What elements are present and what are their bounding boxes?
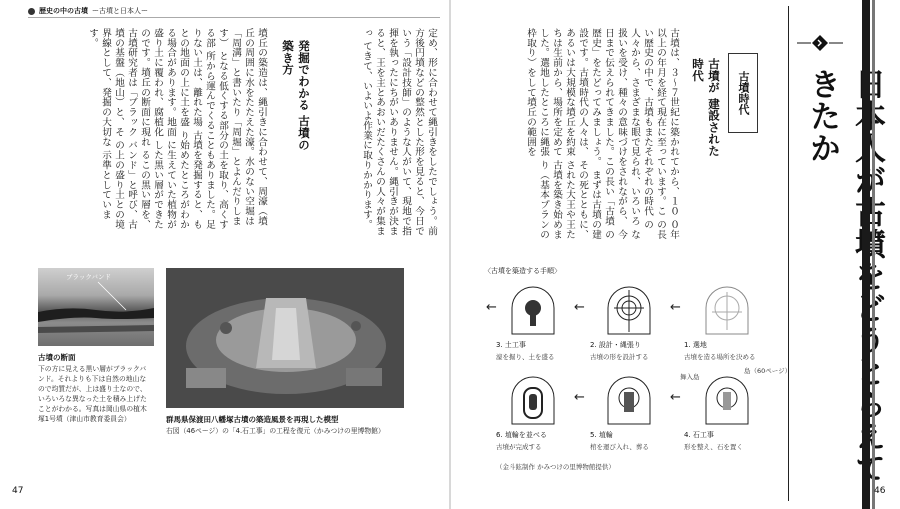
text-line: の人々から、さまざまな眼で見られ、いろいろ [629,28,653,230]
text-line: 古墳を築き始めました。選地したところに縄張 [538,28,562,240]
black-band-label: ブラックバンド [66,273,111,281]
step2-label: 2. 設計・縄張り [590,341,641,349]
caption-line: ンド。それよりも下は自然の地山な [38,375,147,383]
arrow-left-icon: ← [574,390,585,405]
text-line: 揮を執ったにちがいありません。縄引きが決ま [387,28,398,236]
header-rule [28,17,440,18]
text-line: に生えていた植物が盛り土に覆われ、腐植化 [152,28,176,230]
text-line: バンド」と呼び、古墳の基盤（地山）と、そ [113,28,137,230]
photo1-caption [38,364,158,424]
step6-label: 6. 埴輪を並べる [496,431,547,439]
photo2-caption-title: 群馬県保渡田八幡塚古墳の築造風景を再現した模型 [166,415,339,424]
left-text-top [352,28,438,238]
header-title: 歴史の中の古墳 [39,7,88,15]
text-line: り始めたところがわかる場合があります。地面 [165,28,189,230]
step2-figure [604,284,654,336]
text-line: な扱いを受け、種々の意味づけをされながら、 [616,28,640,240]
header-dot-icon [28,8,35,15]
heading-line: 古墳が [707,58,721,94]
chapter-title: きたか [804,68,840,164]
step5-figure [604,374,654,426]
heading-line: 発掘でわかる [297,40,311,111]
left-text-mid [32,28,268,238]
text-line: 方後円墳などの整然とした形を見ると、今日で [413,28,424,236]
text-line: その死とともに、あるいは大規模な墳丘を約束 [564,28,588,240]
text-line: 丘の周囲に水をたたえた濠。水のない空堀は [243,28,254,226]
step5-desc: 棺を運び入れ、葬る [590,443,649,451]
text-line: 「周溝」と書いたり「周堀」とよんだりします） [217,28,241,226]
text-line: ０年以上の年月を経て現在に至っています。こ [655,28,679,240]
right-page-number: 46 [874,486,886,496]
text-line: の上の盛り土との境界線として、発掘の大切な [100,28,124,230]
chevron-icon [797,34,843,52]
arrow-left-icon: ← [574,300,585,315]
text-line: した黒い層ができたのです。墳丘の断面に現れ [139,28,163,230]
section-heading-2 [276,40,312,160]
step3-label: 3. 土工事 [496,341,526,349]
cross-section-photo [38,268,154,346]
step3-figure [508,284,558,336]
text-line: 定め、形に合わせて縄引きをしたでしょう。前 [426,28,437,236]
caption-line: いろいろな異なった土を積み上げた [38,395,147,403]
text-line: 古墳は、３〜７世紀に築かれてから、１０ [668,28,679,217]
section-label-box: 古墳時代 [728,53,758,133]
diagram-title: 〈古墳を築造する手順〉 [484,267,561,275]
text-line: り（基本プランの枠取り）をして墳丘の範囲を [525,28,549,240]
text-line: 古墳を発掘すると、もとの地面の上に土を盛 [178,28,202,230]
step1-label: 1. 選地 [684,341,707,349]
diagram-credit: （金斗鉉制作 かみつけの里博物館提供） [496,463,615,471]
kofun-model-svg [166,268,404,408]
edge-bar [862,0,870,509]
running-header [28,6,148,16]
step1-figure [702,284,752,336]
arrow-left-icon: ← [670,390,681,405]
text-line: るこの黒い層を、古墳研究者は「ブラック [126,28,150,230]
step3-desc: 濠を掘り、土を盛る [496,353,555,361]
photo1-caption-title: 古墳の断面 [38,353,76,362]
heading-line: 古墳の築き方 [281,40,311,151]
text-line: 墳丘の築造は、縄引きに合わせて、周濠（墳 [256,28,267,226]
kofun-model-photo [166,268,404,408]
step4-label: 4. 石工事 [684,431,714,439]
text-line: まずは古墳の建設です。古墳時代の人々は、 [577,28,601,240]
text-line: の歴史」をたどってみましょう。 [590,28,614,240]
step1-desc: 古墳を造る場所を決める [684,353,756,361]
step2-desc: 古墳の形を設計する [590,353,649,361]
text-line: された大王や王たちは生前から、場所を定めて [551,28,575,240]
caption-line: 下の方に見える黒い層がブラックバ [38,365,147,373]
text-line: いう「設計技師」のような人がいて、現地で指 [400,28,411,236]
text-line: 所から運んでくることもありました。足りない土は、離れた場 [191,28,215,230]
step4-figure [702,374,752,426]
diagram-note-a: 舞入島 [680,373,700,381]
arrow-left-icon: ← [486,300,497,315]
text-line: の長い歴史の中で、古墳もまたそれぞれの時代 [642,28,666,240]
diagram-note-b: 島（60ページ） [744,367,792,375]
step5-label: 5. 埴輪 [590,431,613,439]
edge-bar-thin [872,0,875,509]
left-page-number: 47 [12,486,24,496]
caption-line: ことがわかる。写真は岡山県の植木 [38,405,147,413]
text-line: てきて、いよいよ作業に取りかかります。 [361,41,372,230]
step6-figure [508,374,558,426]
text-line: となる低くする部分の土を取り、高くする部 [204,28,228,230]
arrow-left-icon: ← [670,300,681,315]
caption-line: 塚1号墳（津山市教育委員会） [38,415,131,423]
step6-desc: 古墳が完成する [496,443,542,451]
right-text [492,28,680,246]
header-subtitle: ー古墳と日本人ー [92,7,148,15]
right-heading [686,58,722,168]
text-line: ると、王を主とあおいだたくさんの人々が集まっ [361,28,385,236]
caption-line: ので均質だが、上は盛り土なので、 [38,385,147,393]
text-line: 今日まで伝えられてきました。この長い「古墳 [603,28,627,240]
step4-desc: 形を整え、石を置く [684,443,743,451]
gutter [449,0,451,509]
photo2-caption: 右図（46ページ）の「4.石工事」の工程を復元（かみつけの里博物館） [166,427,385,435]
text-line: 示準としています。 [87,28,111,220]
heading-line: 建設された時代 [691,58,721,157]
